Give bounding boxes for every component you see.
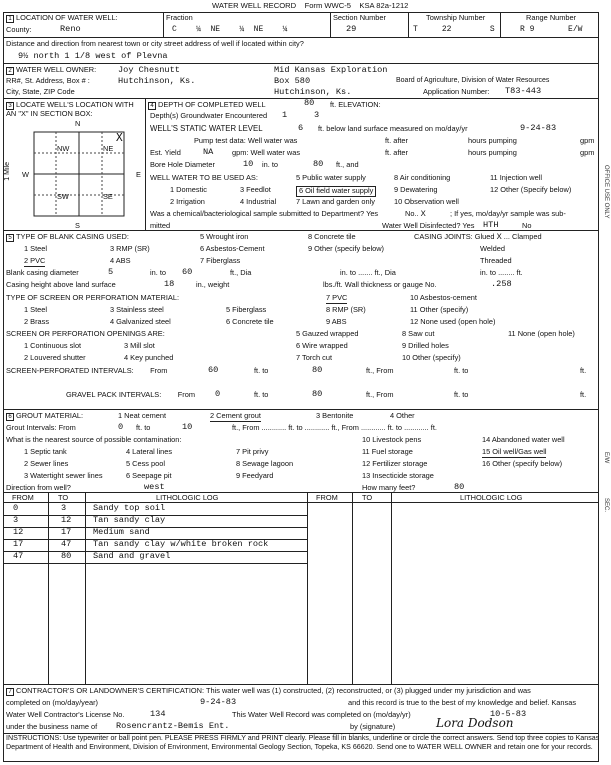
well-location-mark: X <box>116 131 123 144</box>
screen-ft-to: ft. to <box>254 366 269 375</box>
diameter-ft-dia-3: in. to ........ ft. <box>480 268 523 277</box>
location-section-label: 1 LOCATION OF WATER WELL: <box>6 14 118 23</box>
section-number-value: 29 <box>346 24 357 34</box>
office-use-label: OFFICE USE ONLY <box>603 165 609 219</box>
gravel-ft: ft. <box>580 390 587 399</box>
grout-option-4[interactable]: 4 Other <box>390 411 415 420</box>
grout-to-value: 10 <box>182 422 193 432</box>
direction-value: west <box>144 482 165 492</box>
grout-option-3[interactable]: 3 Bentonite <box>316 411 354 420</box>
log-to-header: TO <box>58 493 69 502</box>
use-option-2[interactable]: 2 Irrigation <box>170 197 205 206</box>
opening-option-7[interactable]: 7 Torch cut <box>296 353 333 362</box>
elevation-label: ft. ELEVATION: <box>330 100 381 109</box>
owner-company-city: Hutchinson, Ks. <box>274 87 352 97</box>
screen-to-value: 80 <box>312 365 323 375</box>
use-option-6[interactable]: 6 Oil field water supply <box>296 186 376 197</box>
contam-10[interactable]: 10 Livestock pens <box>362 435 422 444</box>
bore-value: 10 <box>243 159 254 169</box>
county-label: County: <box>6 25 32 34</box>
contam-11[interactable]: 11 Fuel storage <box>362 447 413 456</box>
cert-true-label: and this record is true to the best of my knowledge and belief. Kansas <box>348 698 577 707</box>
compass-e: E <box>136 170 141 179</box>
screen-option-1[interactable]: 1 Steel <box>24 305 48 314</box>
log-cell-desc: Sandy top soil <box>93 503 166 513</box>
compass-n: N <box>75 119 81 128</box>
screen-ft-from: ft., From <box>366 366 394 375</box>
mile-label: 1 Mile <box>4 162 11 181</box>
screen-intervals-label: SCREEN-PERFORATED INTERVALS: From <box>6 366 168 375</box>
pump-test-label: Pump test data: Well water was <box>194 136 298 145</box>
owner-box: Box 580 <box>274 76 311 86</box>
sidebar-ew: E/W <box>603 452 609 464</box>
yield-value: NA <box>203 147 214 157</box>
use-option-10[interactable]: 10 Observation well <box>394 197 459 206</box>
opening-option-11[interactable]: 11 None (open hole) <box>508 329 575 338</box>
contam-12[interactable]: 12 Fertilizer storage <box>362 459 428 468</box>
log-to-header-2: TO <box>362 493 373 502</box>
screen-ft: ft. <box>580 366 587 375</box>
license-label: Water Well Contractor's License No. <box>6 710 125 719</box>
static-level-date: 9-24-83 <box>520 123 557 133</box>
yield-hours: hours pumping <box>468 148 517 157</box>
cert-line-1: 7 CONTRACTOR'S OR LANDOWNER'S CERTIFICATION: This water well was (1) constructed, (2) reconstructed, or (3) plugged under my jurisdiction and was <box>6 687 531 696</box>
casing-option-2[interactable]: 2 PVC <box>24 256 46 265</box>
casing-option-4[interactable]: 4 ABS <box>110 256 131 265</box>
gravel-ft-to-2: ft. to <box>454 390 469 399</box>
casing-option-9[interactable]: 9 Other (specify below) <box>308 244 384 253</box>
joints-threaded[interactable]: Threaded <box>480 256 512 265</box>
application-value: T83-443 <box>505 86 542 96</box>
fraction-label: Fraction <box>166 13 193 22</box>
gravel-label: GRAVEL PACK INTERVALS: From <box>66 390 195 399</box>
compass-w: W <box>22 170 29 179</box>
casing-option-3[interactable]: 3 RMP (SR) <box>110 244 150 253</box>
use-option-4[interactable]: 4 Industrial <box>240 197 277 206</box>
screen-type-label: TYPE OF SCREEN OR PERFORATION MATERIAL: <box>6 293 180 302</box>
owner-name: Joy Chesnutt <box>118 65 180 75</box>
gravel-from-value: 0 <box>215 389 221 399</box>
opening-option-3[interactable]: 3 Mill slot <box>124 341 155 350</box>
diameter-in-to: in. to <box>150 268 167 277</box>
log-cell-to: 12 <box>61 515 72 525</box>
casing-option-7[interactable]: 7 Fiberglass <box>200 256 241 265</box>
owner-section-label: 2 WATER WELL OWNER: <box>6 66 96 75</box>
form-title: WATER WELL RECORD Form WWC-5 KSA 82a-1212 <box>212 1 409 10</box>
opening-option-2[interactable]: 2 Louvered shutter <box>24 353 86 362</box>
contam-5[interactable]: 5 Cess pool <box>126 459 166 468</box>
opening-option-9[interactable]: 9 Drilled holes <box>402 341 449 350</box>
casing-option-8[interactable]: 8 Concrete tile <box>308 232 356 241</box>
log-cell-to: 17 <box>61 527 72 537</box>
distance-value: 9½ north 1 1/8 west of Plevna <box>18 51 168 61</box>
log-cell-from: 12 <box>13 527 24 537</box>
signature: Lora Dodson <box>436 716 514 730</box>
opening-option-10[interactable]: 10 Other (specify) <box>402 353 461 362</box>
casing-type-label: 5 TYPE OF BLANK CASING USED: <box>6 233 129 242</box>
use-option-11[interactable]: 11 Injection well <box>490 173 543 182</box>
section-number-label: Section Number <box>333 13 386 22</box>
yield-after: ft. after <box>385 148 409 157</box>
howmany-label: How many feet? <box>362 483 416 492</box>
bore-in-to: in. to <box>262 160 279 169</box>
casing-option-1[interactable]: 1 Steel <box>24 244 48 253</box>
by-label: by (signature) <box>350 722 396 731</box>
contam-4[interactable]: 4 Lateral lines <box>126 447 173 456</box>
quad-ne: NE <box>103 144 114 153</box>
grout-ft-to: ft. to <box>136 423 151 432</box>
cert-completed-label: completed on (mo/day/year) <box>6 698 99 707</box>
business-value: Rosencrantz-Bemis Ent. <box>116 721 230 731</box>
disinfected-no: No <box>522 221 532 230</box>
log-cell-to: 3 <box>61 503 67 513</box>
disinfected-label: Water Well Disinfected? Yes <box>382 221 475 230</box>
casing-option-6[interactable]: 6 Asbestos-Cement <box>200 244 265 253</box>
township-label: Township Number <box>426 13 486 22</box>
opening-option-8[interactable]: 8 Saw cut <box>402 329 435 338</box>
screen-option-3[interactable]: 3 Stainless steel <box>110 305 164 314</box>
casing-option-5[interactable]: 5 Wrought iron <box>200 232 249 241</box>
gw-value-1: 1 <box>282 110 288 120</box>
diameter-value: 5 <box>108 267 114 277</box>
gw-label: Depth(s) Groundwater Encountered <box>150 111 268 120</box>
yield-tail: gpm: Well water was <box>232 148 301 157</box>
grout-from-value: 0 <box>118 422 124 432</box>
chem-no[interactable]: No.. X <box>405 209 426 219</box>
log-cell-from: 0 <box>13 503 19 513</box>
log-cell-desc: Tan sandy clay w/white broken rock <box>93 539 269 549</box>
log-cell-from: 3 <box>13 515 19 525</box>
yield-label: Est. Yield <box>150 148 181 157</box>
contam-2[interactable]: 2 Sewer lines <box>24 459 69 468</box>
board-label: Board of Agriculture, Division of Water Resources <box>396 77 550 84</box>
use-option-5[interactable]: 5 Public water supply <box>296 173 366 182</box>
grout-option-1[interactable]: 1 Neat cement <box>118 411 167 420</box>
weight-label: in., weight <box>196 280 230 289</box>
gravel-ft-from: ft., From <box>366 390 394 399</box>
log-cell-desc: Tan sandy clay <box>93 515 166 525</box>
grout-label: 6 GROUT MATERIAL: <box>6 412 83 421</box>
screen-option-12[interactable]: 12 None used (open hole) <box>410 317 496 326</box>
quad-sw: SW <box>57 192 69 201</box>
wall-label: lbs./ft. Wall thickness or gauge No. <box>323 280 437 289</box>
record-label: This Water Well Record was completed on (mo/day/yr) <box>232 710 411 719</box>
license-value: 134 <box>150 709 166 719</box>
county-value: Reno <box>60 24 81 34</box>
sidebar-sec: SEC. <box>603 498 609 513</box>
bore-and: ft., and <box>336 160 359 169</box>
contam-7[interactable]: 7 Pit privy <box>236 447 269 456</box>
depth-label: 4 DEPTH OF COMPLETED WELL <box>148 101 266 110</box>
use-option-7[interactable]: 7 Lawn and garden only <box>296 197 375 206</box>
bore-label: Bore Hole Diameter <box>150 160 215 169</box>
disinfected-value: HTH <box>483 220 499 230</box>
contam-1[interactable]: 1 Septic tank <box>24 447 67 456</box>
use-option-1[interactable]: 1 Domestic <box>170 185 207 194</box>
screen-option-10[interactable]: 10 Asbestos-cement <box>410 293 477 302</box>
contam-14[interactable]: 14 Abandoned water well <box>482 435 565 444</box>
opening-option-5[interactable]: 5 Gauzed wrapped <box>296 329 359 338</box>
chem-tail: ; If yes, mo/day/yr sample was sub- <box>450 209 566 218</box>
owner-company: Mid Kansas Exploration <box>274 65 388 75</box>
opening-option-6[interactable]: 6 Wire wrapped <box>296 341 348 350</box>
log-cell-from: 17 <box>13 539 24 549</box>
diameter-label: Blank casing diameter <box>6 268 79 277</box>
screen-option-2[interactable]: 2 Brass <box>24 317 50 326</box>
screen-option-8[interactable]: 8 RMP (SR) <box>326 305 366 314</box>
log-cell-desc: Sand and gravel <box>93 551 171 561</box>
log-cell-desc: Medium sand <box>93 527 150 537</box>
depth-value: 80 <box>304 98 315 108</box>
static-level-label: WELL'S STATIC WATER LEVEL <box>150 124 263 133</box>
contam-13[interactable]: 13 Insecticide storage <box>362 471 434 480</box>
range-label: Range Number <box>526 13 577 22</box>
instructions: INSTRUCTIONS: Use typewriter or ball point pen. PLEASE PRESS FIRMLY and PRINT clearly. Please fill in blanks, underline or circle the correct answers. Send top three copies to Kansas Department of Health and Environment, Division of Environment, Environmental Geology Section, Topeka, KS 66620. Send one to WATER WELL OWNER and retain one for your records. <box>6 734 600 751</box>
diameter-ft-dia-2: in. to ....... ft., Dia <box>340 268 396 277</box>
height-label: Casing height above land surface <box>6 280 116 289</box>
screen-option-4[interactable]: 4 Galvanized steel <box>110 317 171 326</box>
locate-section-label: 3 LOCATE WELL'S LOCATION WITH AN "X" IN SECTION BOX: <box>6 100 134 118</box>
log-cell-to: 47 <box>61 539 72 549</box>
gravel-to-value: 80 <box>312 389 323 399</box>
diameter-ft-dia: ft., Dia <box>230 268 252 277</box>
screen-option-5[interactable]: 5 Fiberglass <box>226 305 267 314</box>
joints-welded[interactable]: Welded <box>480 244 505 253</box>
screen-option-6[interactable]: 6 Concrete tile <box>226 317 274 326</box>
screen-option-9[interactable]: 9 ABS <box>326 317 347 326</box>
contam-9[interactable]: 9 Feedyard <box>236 471 274 480</box>
static-level-tail: ft. below land surface measured on mo/day/yr <box>318 124 468 133</box>
record-date-value: 10-5-83 <box>490 709 527 719</box>
contam-8[interactable]: 8 Sewage lagoon <box>236 459 294 468</box>
log-cell-from: 47 <box>13 551 24 561</box>
bore-to-value: 80 <box>313 159 324 169</box>
pump-hours: hours pumping <box>468 136 517 145</box>
height-value: 18 <box>164 279 175 289</box>
log-from-header-2: FROM <box>316 493 338 502</box>
opening-option-1[interactable]: 1 Continuous slot <box>24 341 82 350</box>
business-label: under the business name of <box>6 722 98 731</box>
quad-nw: NW <box>57 144 70 153</box>
log-title-header: LITHOLOGIC LOG <box>156 493 219 502</box>
use-option-9[interactable]: 9 Dewatering <box>394 185 438 194</box>
screen-from-value: 60 <box>208 365 219 375</box>
diameter-to-value: 60 <box>182 267 193 277</box>
screen-ft-to-2: ft. to <box>454 366 469 375</box>
screen-option-11[interactable]: 11 Other (specify) <box>410 305 469 314</box>
owner-city: Hutchinson, Ks. <box>118 76 196 86</box>
static-level-value: 6 <box>298 123 304 133</box>
howmany-value: 80 <box>454 482 465 492</box>
fraction-value: C ¼ NE ¼ NE ¼ <box>172 25 288 34</box>
wall-value: .258 <box>491 279 512 289</box>
gravel-ft-to: ft. to <box>254 390 269 399</box>
contam-3[interactable]: 3 Watertight sewer lines <box>24 471 103 480</box>
contam-15[interactable]: 15 Oil well/Gas well <box>482 447 547 456</box>
opening-option-4[interactable]: 4 Key punched <box>124 353 174 362</box>
grout-ft-from: ft., From ............ ft. to ............ ft., From ............ ft. to ............ ft. <box>232 423 437 432</box>
application-label: Application Number: <box>423 87 490 96</box>
log-from-header: FROM <box>12 493 34 502</box>
city-label: City, State, ZIP Code <box>6 87 75 96</box>
cert-completed-value: 9-24-83 <box>200 697 237 707</box>
township-value: T 22 S <box>413 25 495 34</box>
use-label: WELL WATER TO BE USED AS: <box>150 173 258 182</box>
use-option-8[interactable]: 8 Air conditioning <box>394 173 451 182</box>
quad-se: SE <box>103 192 113 201</box>
log-cell-to: 80 <box>61 551 72 561</box>
pump-gpm: gpm <box>580 136 595 145</box>
screen-option-7[interactable]: 7 PVC <box>326 293 348 302</box>
use-option-12[interactable]: 12 Other (Specify below) <box>490 185 572 194</box>
compass-s: S <box>75 221 80 230</box>
contam-16[interactable]: 16 Other (specify below) <box>482 459 563 468</box>
yield-gpm: gpm <box>580 148 595 157</box>
use-option-3[interactable]: 3 Feedlot <box>240 185 271 194</box>
gw-value-2: 3 <box>314 110 320 120</box>
chem-label: Was a chemical/bacteriological sample submitted to Department? Yes <box>150 209 379 218</box>
rr-label: RR#, St. Address, Box # : <box>6 76 90 85</box>
distance-label: Distance and direction from nearest town or city street address of well if located within city? <box>6 39 304 48</box>
openings-label: SCREEN OR PERFORATION OPENINGS ARE: <box>6 329 165 338</box>
pump-after: ft. after <box>385 136 409 145</box>
range-value: R 9 E/W <box>520 25 583 34</box>
joints-label: CASING JOINTS: Glued X ... Clamped <box>414 232 542 242</box>
direction-label: Direction from well? <box>6 483 71 492</box>
grout-option-2[interactable]: 2 Cement grout <box>210 411 261 420</box>
grout-intervals-label: Grout Intervals: From <box>6 423 76 432</box>
contam-label: What is the nearest source of possible contamination: <box>6 435 182 444</box>
contam-6[interactable]: 6 Seepage pit <box>126 471 172 480</box>
mitted-label: mitted <box>150 221 171 230</box>
log-title-header-2: LITHOLOGIC LOG <box>460 493 523 502</box>
